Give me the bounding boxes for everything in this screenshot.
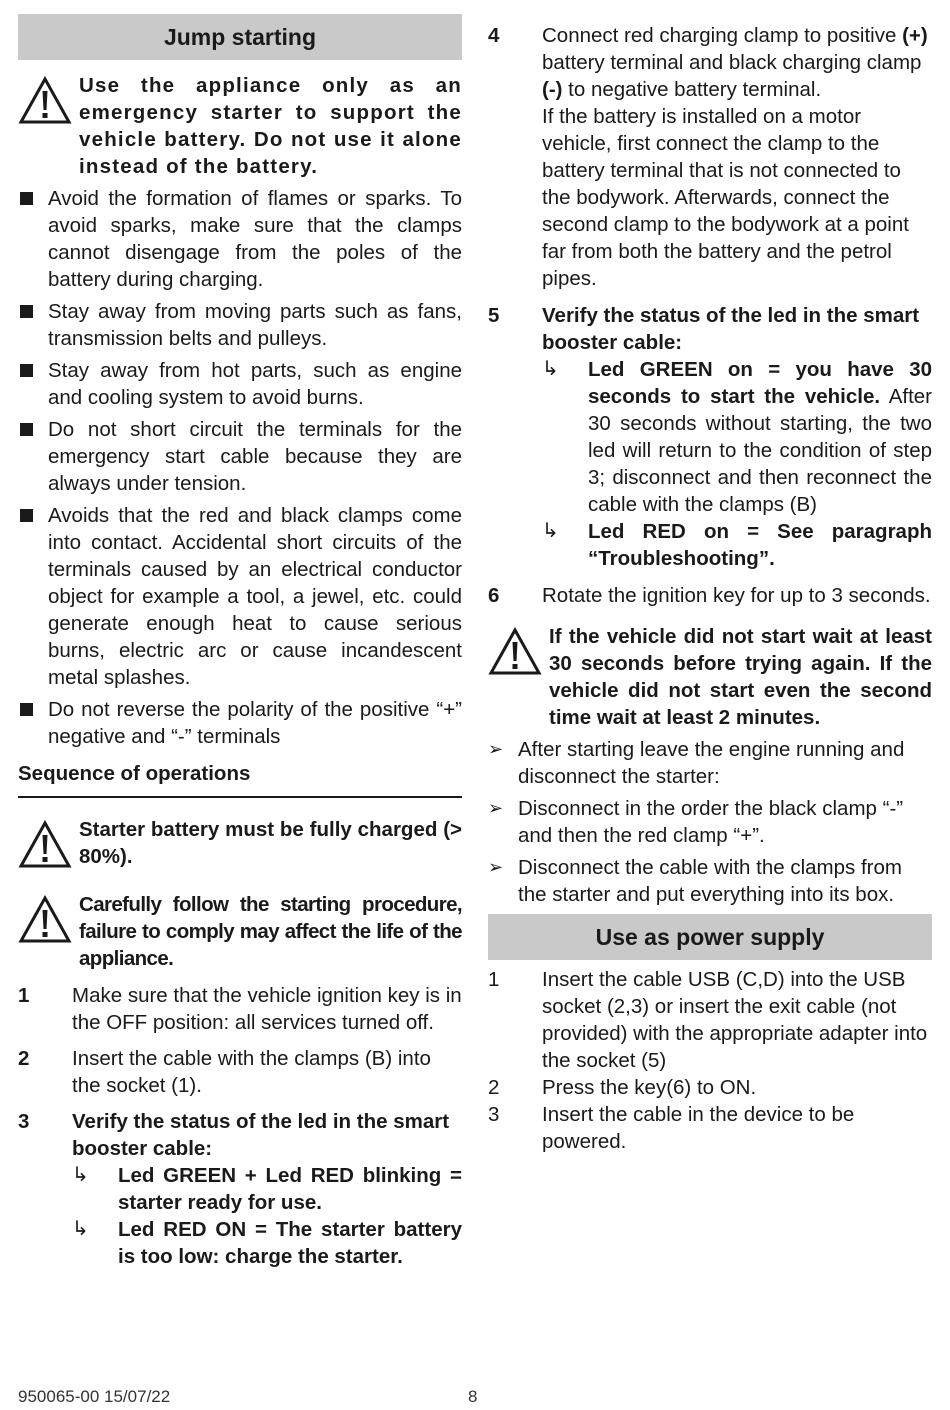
step-number: 1: [18, 984, 30, 1007]
section-header-power-supply: Use as power supply: [488, 914, 932, 960]
square-bullet-icon: [18, 502, 48, 691]
power-step-3: [488, 1101, 932, 1155]
list-item: Avoids that the red and black clamps come into contact. Accidental short circuits of the terminals caused by an electrical conductor object for example a tool, a jewel, etc. could generate enough heat to cause serious burns, electric arc or cause incandescent metal splashes.: [18, 502, 462, 691]
chevron-right-icon: ➢: [488, 798, 504, 818]
step-number: 5: [488, 304, 500, 327]
step-1: [18, 982, 462, 1036]
step-text: Insert the cable with the clamps (B) into the socket (1).: [72, 1047, 431, 1097]
sequence-heading: Sequence of operations: [18, 760, 462, 798]
return-arrow-icon: ↳: [72, 1164, 89, 1186]
power-steps-list: [488, 966, 932, 1155]
step-text: Connect red charging clamp to positive (+) battery terminal and black charging clamp (-) to negative battery terminal. If the battery is installed on a motor vehicle, first connect the clamp to the battery terminal that is not connected to the bodywork. Afterwards, connect the second clamp to the bodywork at a point far from both the battery and the petrol pipes.: [542, 24, 928, 290]
right-column: [488, 22, 932, 1155]
chevron-right-icon: ➢: [488, 739, 504, 759]
return-arrow-icon: ↳: [72, 1218, 89, 1240]
list-item: Do not reverse the polarity of the positive “+” negative and “-” terminals: [18, 696, 462, 750]
list-item: Stay away from hot parts, such as engine and cooling system to avoid burns.: [18, 357, 462, 411]
step-3: [18, 1108, 462, 1270]
warning-triangle-icon: [488, 627, 542, 684]
step-text: Rotate the ignition key for up to 3 seconds.: [542, 584, 931, 607]
square-bullet-icon: [18, 185, 48, 293]
step-number: 4: [488, 24, 500, 47]
step-number: 1: [488, 968, 500, 991]
step-number: 2: [488, 1076, 500, 1099]
warning-text: Carefully follow the starting procedure, failure to comply may affect the life of the appliance.: [79, 893, 462, 970]
warning-text: Use the appliance only as an emergency starter to support the vehicle battery. Do not use it alone instead of the battery.: [79, 74, 462, 178]
square-bullet-icon: [18, 357, 48, 411]
step-text: Press the key(6) to ON.: [542, 1076, 757, 1099]
list-item: Do not short circuit the terminals for the emergency start cable because they are always under tension.: [18, 416, 462, 497]
warning-text: Starter battery must be fully charged (> 80%).: [79, 818, 462, 868]
power-step-2: [488, 1074, 932, 1101]
step-4: [488, 22, 932, 292]
document-code: 950065-00 15/07/22: [18, 1387, 171, 1406]
list-item: ↳ Led RED ON = The starter battery is too low: charge the starter.: [72, 1218, 462, 1268]
page-number: 8: [468, 1387, 478, 1406]
step-number: 2: [18, 1047, 30, 1070]
list-item: ↳ Led GREEN on = you have 30 seconds to start the vehicle. After 30 seconds without starting, the two led will return to the condition of step 3; disconnect and then reconnect the cable with the clamps (B): [542, 358, 933, 516]
after-start-list: [488, 736, 932, 908]
list-item: Stay away from moving parts such as fans, transmission belts and pulleys.: [18, 298, 462, 352]
list-item: ➢ Disconnect in the order the black clamp “-” and then the red clamp “+”.: [488, 797, 904, 847]
section-header-jump-starting: Jump starting: [18, 14, 462, 60]
left-column: [18, 14, 462, 1270]
list-item: ↳ Led GREEN + Led RED blinking = starter ready for use.: [72, 1164, 462, 1214]
warning-text: If the vehicle did not start wait at least 30 seconds before trying again. If the vehicle did not start even the second time wait at least 2 minutes.: [549, 625, 932, 729]
step-number: 3: [18, 1110, 30, 1133]
safety-bullet-list: [18, 185, 462, 750]
square-bullet-icon: [18, 416, 48, 497]
warning-triangle-icon: [18, 895, 72, 952]
square-bullet-icon: [18, 696, 48, 750]
step-number: 6: [488, 584, 500, 607]
warning-triangle-icon: [18, 820, 72, 877]
step-text: Make sure that the vehicle ignition key is in the OFF position: all services turned off.: [72, 984, 462, 1034]
list-item: ↳ Led RED on = See paragraph “Troubleshooting”.: [542, 520, 932, 570]
warning-triangle-icon: [18, 76, 72, 133]
warning-follow-procedure: [18, 891, 462, 972]
step-6: [488, 582, 932, 609]
list-item: Avoid the formation of flames or sparks. To avoid sparks, make sure that the clamps cannot disengage from the poles of the battery during charging.: [18, 185, 462, 293]
step-text: Insert the cable in the device to be powered.: [542, 1103, 855, 1153]
warning-emergency-starter: [18, 72, 462, 180]
power-step-1: [488, 966, 932, 1074]
list-item: ➢ Disconnect the cable with the clamps from the starter and put everything into its box.: [488, 856, 902, 906]
return-arrow-icon: ↳: [542, 520, 559, 542]
step-text: Verify the status of the led in the smart booster cable:: [542, 304, 920, 354]
square-bullet-icon: [18, 298, 48, 352]
chevron-right-icon: ➢: [488, 857, 504, 877]
step-2: [18, 1045, 462, 1099]
step-text: Insert the cable USB (C,D) into the USB socket (2,3) or insert the exit cable (not provided) with the appropriate adapter into the socket (5): [542, 968, 928, 1072]
list-item: ➢ After starting leave the engine running and disconnect the starter:: [488, 738, 905, 788]
step-text: Verify the status of the led in the smart booster cable:: [72, 1110, 450, 1160]
return-arrow-icon: ↳: [542, 358, 559, 380]
warning-fully-charged: [18, 816, 462, 877]
warning-retry-wait: [488, 623, 932, 731]
step-5: [488, 302, 932, 572]
step-number: 3: [488, 1103, 500, 1126]
